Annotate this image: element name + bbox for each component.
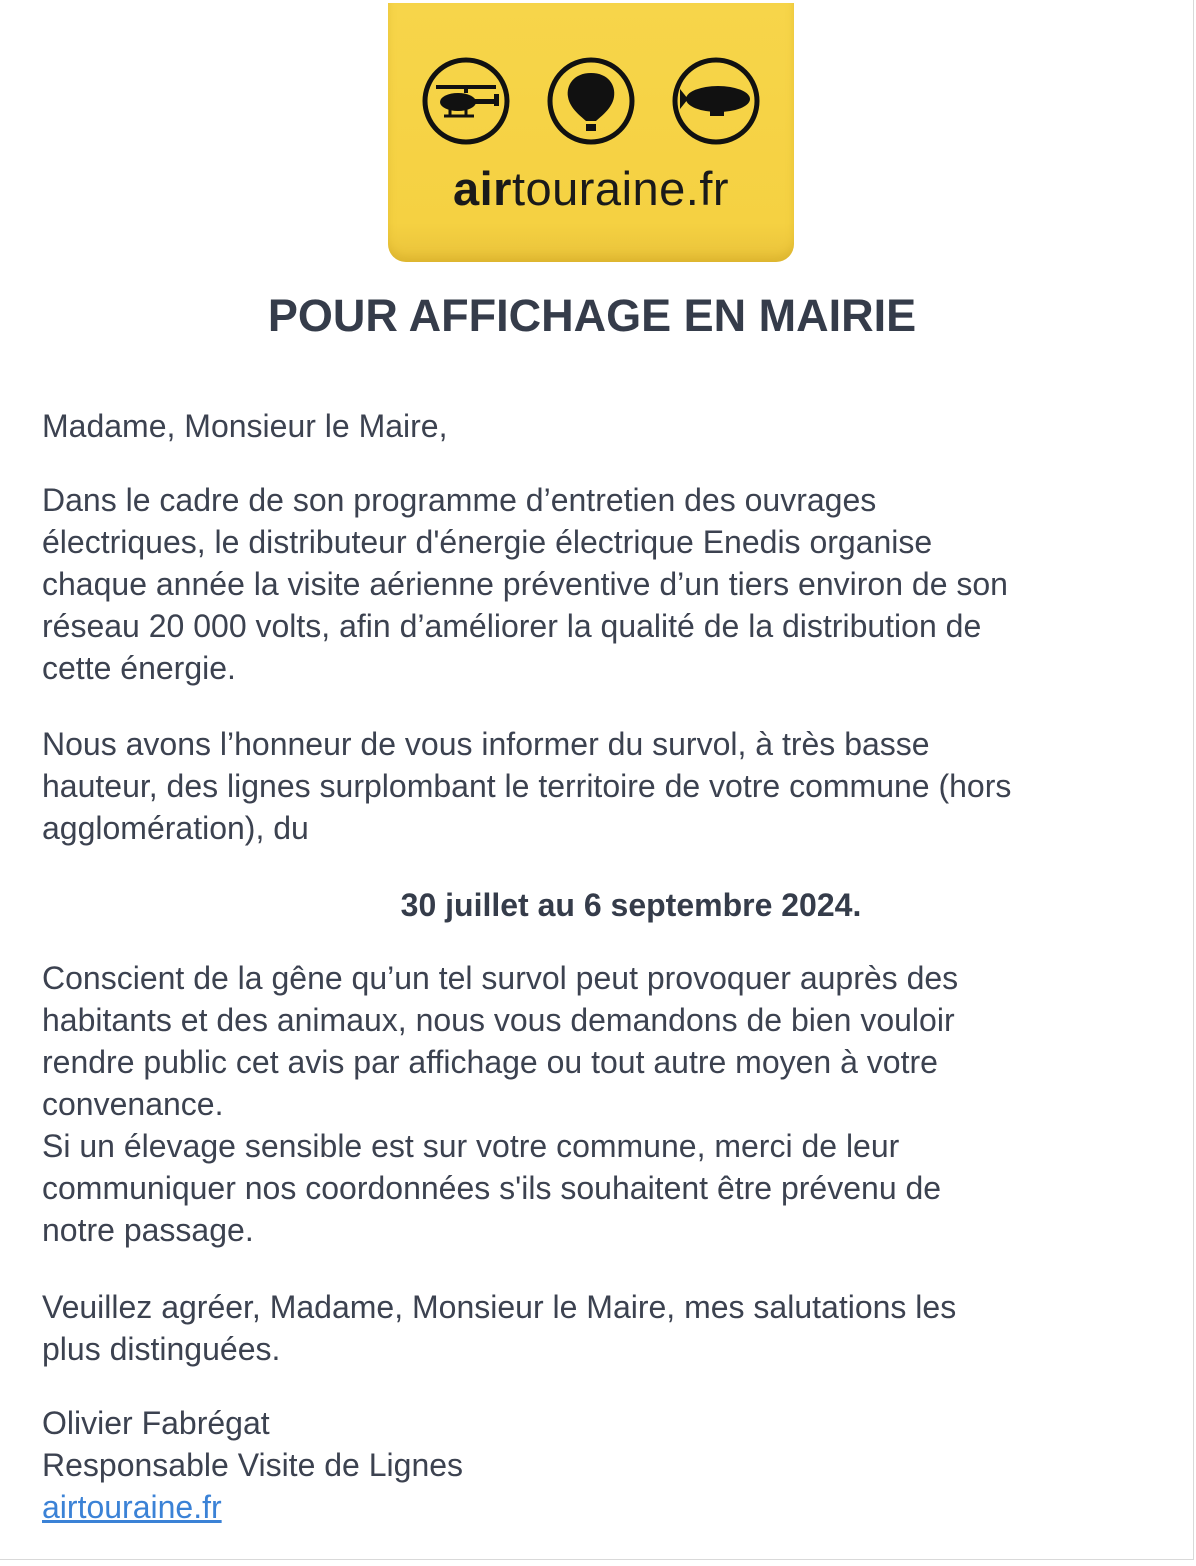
signature-name: Olivier Fabrégat	[42, 1405, 270, 1441]
paragraph-intro: Dans le cadre de son programme d’entretien des ouvrages électriques, le distributeur d'énergie électrique Enedis organise chaque année la visite aérienne préventive d’un tiers environ de son réseau 20 000 volts, afin d’améliorer la qualité de la distribution de cette énergie.	[42, 482, 1008, 686]
paragraph-survol: Nous avons l’honneur de vous informer du survol, à très basse hauteur, des lignes surplombant le territoire de votre commune (hors agglomération), du	[42, 726, 1012, 846]
survol-dates: 30 juillet au 6 septembre 2024.	[400, 887, 862, 923]
helicopter-icon	[425, 60, 507, 142]
airtouraine-logo[interactable]	[388, 3, 794, 262]
signature	[42, 1402, 1152, 1528]
salutation: Madame, Monsieur le Maire,	[42, 408, 448, 444]
website-link[interactable]: airtouraine.fr	[42, 1489, 222, 1525]
closing: Veuillez agréer, Madame, Monsieur le Maire, mes salutations les plus distinguées.	[42, 1289, 957, 1367]
airship-icon	[675, 60, 757, 142]
page-title: POUR AFFICHAGE EN MAIRIE	[267, 290, 917, 341]
balloon-icon	[550, 60, 632, 142]
logo-wordmark: airtouraine.fr	[452, 162, 730, 215]
signature-title: Responsable Visite de Lignes	[42, 1447, 464, 1483]
logo-icons	[388, 3, 794, 163]
paragraph-request: Conscient de la gêne qu’un tel survol peut provoquer auprès des habitants et des animaux, nous vous demandons de bien vouloir rendre public cet avis par affichage ou tout autre moyen à votre convenance. Si un élevage sensible est sur votre commune, merci de leur communiquer nos coordonnées s'ils souhaitent être prévenu de notre passage.	[42, 960, 959, 1248]
